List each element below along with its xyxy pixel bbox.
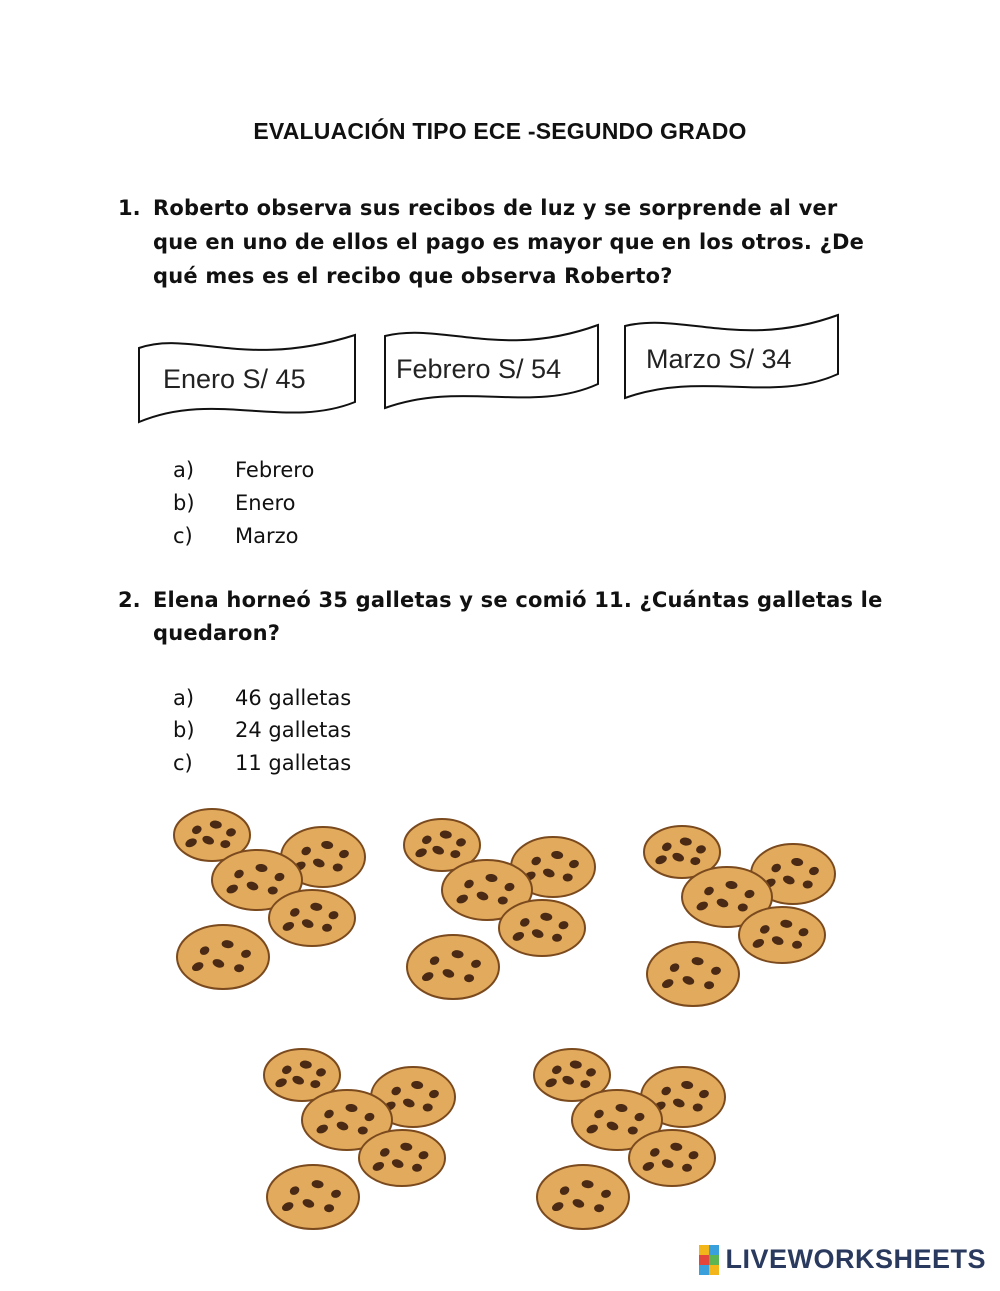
cookie <box>407 935 499 999</box>
receipt-febrero-label: Febrero S/ 54 <box>396 354 562 384</box>
liveworksheets-logo <box>699 1244 986 1275</box>
liveworksheets-logo-text: LIVEWORKSHEETS <box>725 1244 986 1274</box>
q2-option-c-label: c) <box>173 751 193 775</box>
cookie-group <box>644 826 835 1006</box>
q1-option-b-text: Enero <box>235 491 296 515</box>
question-2-line-1: Elena horneó 35 galletas y se comió 11. ¿Cuántas galletas le <box>153 588 883 612</box>
q2-option-a-label: a) <box>173 686 195 710</box>
cookie <box>177 925 269 989</box>
question-1-line-2: que en uno de ellos el pago es mayor que en los otros. ¿De <box>153 230 865 254</box>
question-2-number: 2. <box>118 588 141 612</box>
q2-option-a-text: 46 galletas <box>235 686 352 710</box>
receipt-enero-label: Enero S/ 45 <box>163 364 306 394</box>
question-1-line-3: qué mes es el recibo que observa Roberto? <box>153 264 673 288</box>
cookie-group <box>404 819 595 999</box>
cookie <box>629 1130 715 1186</box>
cookie <box>267 1165 359 1229</box>
q1-option-c-text: Marzo <box>235 524 299 548</box>
question-1-line-1: Roberto observa sus recibos de luz y se sorprende al ver <box>153 196 838 220</box>
q1-option-c-label: c) <box>173 524 193 548</box>
receipt-marzo-label: Marzo S/ 34 <box>646 344 792 374</box>
liveworksheets-logo-icon <box>699 1245 719 1275</box>
q1-option-a-label: a) <box>173 458 195 482</box>
cookie <box>359 1130 445 1186</box>
q2-option-c-text: 11 galletas <box>235 751 352 775</box>
question-2-line-2: quedaron? <box>153 621 281 645</box>
cookie <box>499 900 585 956</box>
q1-option-b-label: b) <box>173 491 195 515</box>
question-1-number: 1. <box>118 196 141 220</box>
q2-option-b-label: b) <box>173 718 195 742</box>
q1-option-a-text: Febrero <box>235 458 315 482</box>
cookie <box>537 1165 629 1229</box>
page-title: EVALUACIÓN TIPO ECE -SEGUNDO GRADO <box>253 118 747 144</box>
cookie-group <box>264 1049 455 1229</box>
cookie <box>269 890 355 946</box>
cookie <box>647 942 739 1006</box>
q2-option-b-text: 24 galletas <box>235 718 352 742</box>
cookie <box>739 907 825 963</box>
cookie-group <box>534 1049 725 1229</box>
cookie-group <box>174 809 365 989</box>
